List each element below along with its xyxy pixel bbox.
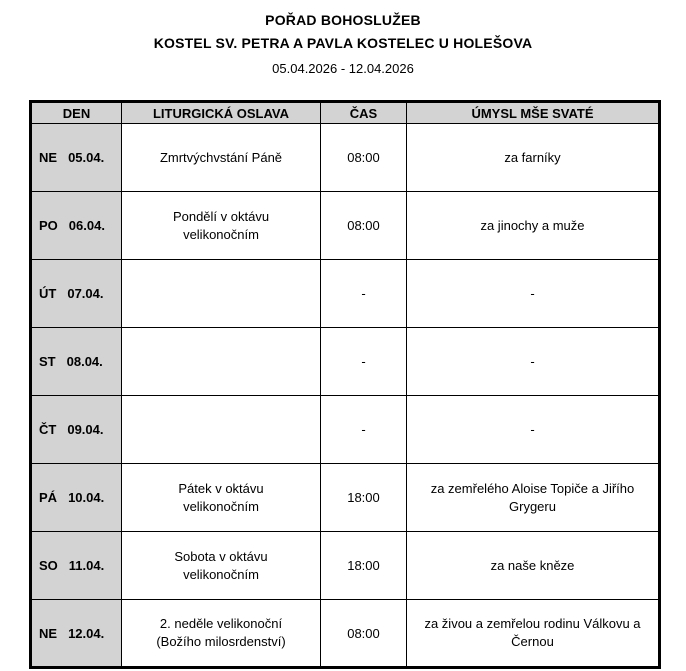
day-inner (39, 150, 121, 165)
intention-cell: za živou a zemřelou rodinu Válkovu a Černou (407, 600, 660, 668)
day-inner (39, 218, 121, 233)
intention-cell: za jinochy a muže (407, 192, 660, 260)
day-inner (39, 626, 121, 641)
day-abbr: NE (39, 150, 58, 165)
column-header-intention: ÚMYSL MŠE SVATÉ (407, 102, 660, 124)
day-inner (39, 286, 121, 301)
time-cell: - (321, 396, 407, 464)
day-date: 06.04. (68, 218, 105, 233)
table-row (31, 260, 660, 328)
day-cell (31, 532, 122, 600)
intention-cell: za naše kněze (407, 532, 660, 600)
column-header-celebration: LITURGICKÁ OSLAVA (122, 102, 321, 124)
time-cell: 08:00 (321, 124, 407, 192)
document-header (0, 0, 686, 76)
day-abbr: PÁ (39, 490, 58, 505)
celebration-cell: Pátek v oktávu velikonočním (122, 464, 321, 532)
day-date: 08.04. (66, 354, 103, 369)
time-cell: - (321, 328, 407, 396)
time-cell: 08:00 (321, 600, 407, 668)
day-cell (31, 124, 122, 192)
intention-cell: - (407, 260, 660, 328)
celebration-cell: Zmrtvýchvstání Páně (122, 124, 321, 192)
celebration-cell: 2. neděle velikonoční (Božího milosrdenství) (122, 600, 321, 668)
day-abbr: PO (39, 218, 58, 233)
date-range: 05.04.2026 - 12.04.2026 (272, 61, 414, 76)
day-cell (31, 192, 122, 260)
day-cell (31, 464, 122, 532)
column-header-day: DEN (31, 102, 122, 124)
schedule-table (29, 100, 661, 669)
day-date: 05.04. (68, 150, 105, 165)
celebration-cell (122, 260, 321, 328)
time-cell: 08:00 (321, 192, 407, 260)
column-header-time: ČAS (321, 102, 407, 124)
page-title: POŘAD BOHOSLUŽEB (265, 12, 421, 28)
day-date: 12.04. (68, 625, 105, 641)
table-row (31, 124, 660, 192)
day-cell (31, 396, 122, 464)
intention-cell: za farníky (407, 124, 660, 192)
intention-cell: - (407, 328, 660, 396)
day-inner (39, 490, 121, 505)
day-cell (31, 328, 122, 396)
day-inner (39, 422, 121, 437)
day-abbr: SO (39, 558, 58, 573)
celebration-cell (122, 396, 321, 464)
day-abbr: ČT (39, 422, 57, 437)
day-abbr: ST (39, 354, 56, 369)
time-cell: - (321, 260, 407, 328)
church-name: KOSTEL SV. PETRA A PAVLA KOSTELEC U HOLEŠOVA (153, 35, 533, 51)
table-row (31, 328, 660, 396)
time-cell: 18:00 (321, 464, 407, 532)
celebration-cell: Pondělí v oktávu velikonočním (122, 192, 321, 260)
day-inner (39, 558, 121, 573)
day-inner (39, 354, 121, 369)
intention-cell: - (407, 396, 660, 464)
table-row (31, 600, 660, 668)
celebration-cell (122, 328, 321, 396)
table-row (31, 464, 660, 532)
table-row (31, 532, 660, 600)
table-row (31, 192, 660, 260)
day-cell (31, 260, 122, 328)
day-cell (31, 600, 122, 668)
table-header-row (31, 102, 660, 124)
intention-cell: za zemřelého Aloise Topiče a Jiřího Grygeru (407, 464, 660, 532)
day-date: 07.04. (67, 286, 104, 301)
day-date: 09.04. (67, 422, 104, 437)
table-row (31, 396, 660, 464)
day-abbr: NE (39, 625, 58, 641)
celebration-cell: Sobota v oktávu velikonočním (122, 532, 321, 600)
day-date: 10.04. (68, 490, 105, 505)
time-cell: 18:00 (321, 532, 407, 600)
day-date: 11.04. (68, 558, 105, 573)
day-abbr: ÚT (39, 286, 57, 301)
